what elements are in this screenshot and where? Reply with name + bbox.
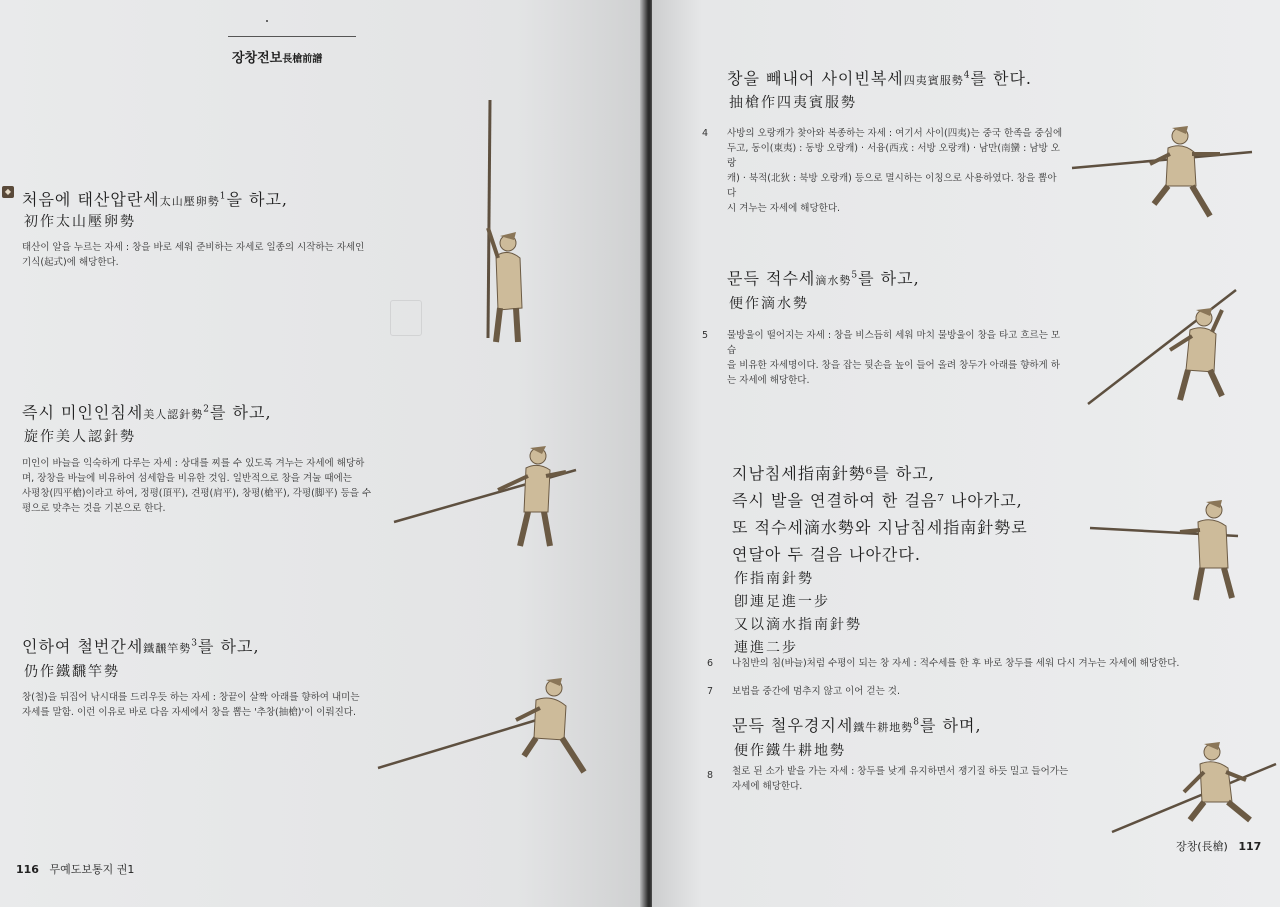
footnote-mark: 8 [913, 717, 921, 728]
description-line: 미인이 바늘을 익숙하게 다루는 자세 : 상대를 찌를 수 있도록 겨누는 자세에 해당하 [22, 458, 365, 469]
heading-hanja: 四夷賓服勢 [903, 74, 964, 87]
header-title-korean: 장창전보 [232, 51, 283, 66]
header-title-hanja: 長槍前譜 [282, 54, 323, 65]
heading-line: 또 적수세滴水勢와 지남침세指南針勢로 [732, 518, 1028, 537]
book-title: 무예도보통지 권1 [49, 863, 135, 876]
heading-line: 연달아 두 걸음 나아간다. [732, 545, 921, 564]
hanja-line: 連進二步 [734, 640, 798, 656]
warrior-figure-low-plough [1110, 740, 1280, 836]
hanja-block [734, 568, 862, 660]
hanja-line: 抽槍作四夷賓服勢 [729, 95, 857, 111]
heading-text: 처음에 태산압란세 [22, 190, 160, 209]
warrior-figure-diagonal-spear [1086, 288, 1246, 408]
description-line: 태산이 알을 누르는 자세 : 창을 바로 세워 준비하는 자세로 일종의 시작하는 자세인 [22, 242, 365, 253]
description-line: 며, 장창을 바늘에 비유하여 섬세함을 비유한 것임. 일반적으로 창을 겨눌 때에는 [22, 473, 352, 484]
section-heading [22, 634, 260, 657]
hanja-line: 旋作美人認針勢 [24, 429, 136, 445]
page-folio [1176, 838, 1261, 854]
heading-hanja: 鐵牛耕地勢 [853, 721, 914, 734]
heading-suffix: 를 하고, [210, 403, 272, 422]
description-line: 자세를 말함. 이런 이유로 바로 다음 자세에서 창을 뽑는 '추창(抽槍)'이 이뤄진다. [22, 707, 357, 718]
description-line: 기식(起式)에 해당한다. [22, 257, 119, 268]
bleed-mark [390, 300, 422, 336]
hanja-line: 卽連足進一步 [734, 594, 830, 610]
footnote-number: 5 [702, 330, 709, 341]
section-heading-multiline [732, 460, 1028, 568]
hanja-line: 又以滴水指南針勢 [734, 617, 862, 633]
description-line: 사평창(四平槍)이라고 하여, 정평(頂平), 견평(肩平), 창평(槍平), 각평(脚平) 등을 수 [22, 488, 372, 499]
footnote-number: 4 [702, 128, 709, 139]
description-line: 평으로 맞추는 것을 기본으로 한다. [22, 503, 166, 514]
heading-suffix: 를 하며, [920, 716, 982, 735]
footnote-text [727, 328, 1067, 388]
description [22, 690, 382, 720]
hanja-line: 作指南針勢 [734, 571, 814, 587]
heading-hanja: 美人認針勢 [143, 408, 204, 421]
heading-line: 지남침세指南針勢⁶를 하고, [732, 464, 935, 483]
heading-hanja: 太山壓卵勢 [159, 195, 220, 208]
heading-suffix: 을 하고, [226, 190, 289, 209]
hanja-line: 便作鐵牛耕地勢 [734, 743, 846, 759]
heading-suffix: 를 하고, [198, 637, 260, 656]
hanja-line: 初作太山壓卵勢 [24, 214, 136, 230]
footnote-line: 나침반의 침(바늘)처럼 수평이 되는 창 자세 : 적수세를 한 후 바로 창두를 세워 다시 겨누는 자세에 해당한다. [732, 658, 1180, 669]
section-heading [727, 66, 1032, 89]
page-folio [16, 861, 134, 877]
footnote-text [727, 126, 1067, 216]
hanja-line: 仍作鐵飜竿勢 [24, 664, 120, 680]
heading-text: 문득 철우경지세 [732, 716, 854, 735]
heading-text: 창을 빼내어 사이빈복세 [727, 69, 904, 88]
page-number: 117 [1238, 840, 1262, 853]
warrior-figure-standing [470, 98, 530, 348]
footnote-line: 을 비유한 자세명이다. 창을 잡는 뒷손을 높이 들어 올려 창두가 아래를 향하게 하 [727, 360, 1060, 371]
footnote-line: 철로 된 소가 밭을 가는 자세 : 창두를 낮게 유지하면서 쟁기질 하듯 밀고 들어가는 [732, 766, 1069, 777]
footnote-number: 7 [707, 686, 714, 697]
heading-text: 문득 적수세 [727, 269, 816, 288]
footnote-text [732, 656, 1232, 671]
warrior-figure-side-thrust [1070, 124, 1260, 224]
footnote-mark: 2 [203, 404, 211, 415]
header-rule [228, 36, 356, 37]
section-heading [22, 187, 288, 210]
footnote-line: 물방울이 떨어지는 자세 : 창을 비스듬히 세워 마치 물방울이 창을 타고 흐르는 모습 [727, 330, 1061, 356]
warrior-figure-horizontal-spear [1088, 498, 1248, 604]
description [22, 240, 382, 270]
square-marker-icon: ◆ [2, 186, 14, 198]
page-number: 116 [16, 863, 39, 876]
footnote-line: 자세에 해당한다. [732, 781, 803, 792]
footnote-line: 두고, 동이(東夷) : 동방 오랑캐) · 서융(西戎 : 서방 오랑캐) · 남만(南蠻 : 남방 오랑 [727, 143, 1060, 169]
footnote-text [732, 764, 1082, 794]
footnote-mark: 4 [963, 70, 971, 81]
section-heading [727, 266, 920, 289]
footnote-line: 시 겨누는 자세에 해당한다. [727, 203, 841, 214]
footnote-number: 8 [707, 770, 714, 781]
heading-hanja: 鐵飜竿勢 [143, 642, 192, 655]
footnote-mark: 1 [219, 191, 227, 202]
description-line: 창(철)을 뒤집어 낚시대를 드리우듯 하는 자세 : 창끝이 살짝 아래를 향하여 내미는 [22, 692, 360, 703]
header-dot [266, 20, 268, 22]
page-header-title [232, 47, 322, 66]
warrior-figure-lunge [374, 676, 594, 776]
section-heading [22, 400, 272, 423]
heading-hanja: 滴水勢 [815, 274, 852, 287]
footnote-number: 6 [707, 658, 714, 669]
description [22, 456, 382, 516]
heading-line: 즉시 발을 연결하여 한 걸음⁷ 나아가고, [732, 491, 1023, 510]
hanja-line: 便作滴水勢 [729, 296, 809, 312]
heading-text: 즉시 미인인침세 [22, 403, 144, 422]
footnote-text [732, 684, 1232, 699]
footnote-line: 캐) · 북적(北狄 : 북방 오랑캐) 등으로 멸시하는 이칭으로 사용하였다. 창을 뽑아 다 [727, 173, 1057, 199]
footnote-mark: 3 [191, 638, 199, 649]
heading-suffix: 를 하고, [858, 269, 920, 288]
footnote-line: 보법을 중간에 멈추지 않고 이어 걷는 것. [732, 686, 900, 697]
footnote-line: 사방의 오랑캐가 찾아와 복종하는 자세 : 여기서 사이(四夷)는 중국 한족을 중심에 [727, 128, 1063, 139]
warrior-figure-thrust [390, 442, 590, 554]
footnote-mark: 5 [851, 270, 859, 281]
section-heading [732, 713, 982, 736]
right-page [652, 0, 1280, 907]
heading-text: 인하여 철번간세 [22, 637, 144, 656]
footnote-line: 는 자세에 해당한다. [727, 375, 810, 386]
section-name: 장창(長槍) [1176, 840, 1228, 853]
heading-suffix: 를 한다. [970, 69, 1033, 88]
